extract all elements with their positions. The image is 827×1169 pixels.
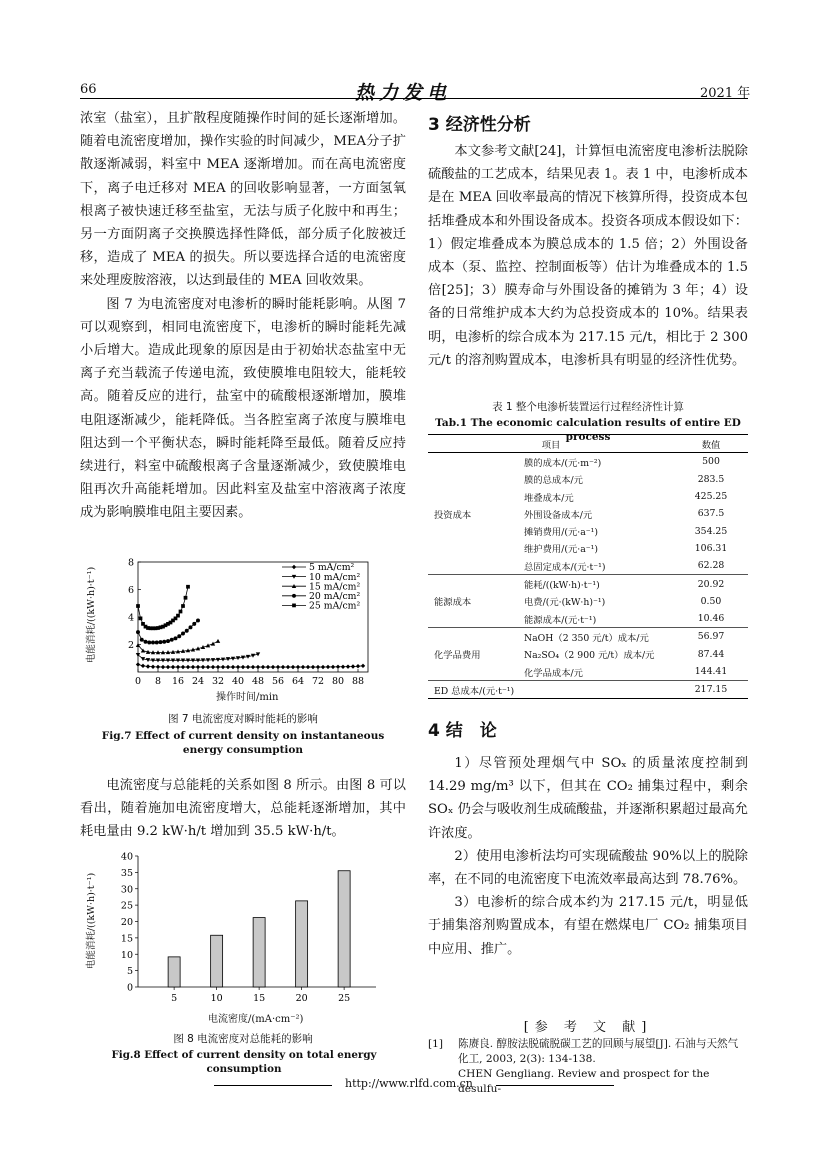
table-cell-item: Na₂SO₄（2 900 元/t）成本/元 bbox=[524, 650, 655, 662]
conclusions bbox=[428, 752, 748, 961]
figure-8-chart bbox=[80, 848, 410, 1023]
table-cell-value: 425.25 bbox=[694, 491, 728, 503]
table1-title-cn: 表 1 整个电渗析装置运行过程经济性计算 bbox=[492, 401, 684, 413]
right-paragraph-1: 本文参考文献[24]，计算恒电流密度电渗析法脱除硫酸盐的工艺成本，结果见表 1。表 1 中，电渗析成本是在 MEA 回收率最高的情况下核算所得，投资成本包括堆叠成本和外围设备成本。投资各项成本假设如下：1）假定堆叠成本为膜总成本的 1.5 倍；2）外围设备成本（泵、监控、控制面板等）估计为堆叠成本的 1.5 倍[25]；3）膜寿命与外围设备的摊销为 3 年；4）设备的日常维护成本大约为总投资成本的 10%。结果表明，电渗析的综合成本为 217.15 元/t，相比于 2 300 元/t 的溶剂购置成本，电渗析具有明显的经济性优势。 bbox=[428, 144, 748, 368]
fig8-y-tick-label: 20 bbox=[120, 917, 133, 928]
fig7-point bbox=[181, 665, 185, 669]
fig7-y-tick-label: 4 bbox=[127, 612, 134, 624]
fig7-point bbox=[291, 665, 295, 669]
table-cell-value: 62.28 bbox=[697, 560, 725, 572]
fig7-point bbox=[216, 639, 220, 643]
fig8-x-tick-label: 5 bbox=[171, 993, 178, 1004]
fig7-point bbox=[146, 664, 150, 668]
left-column bbox=[80, 107, 406, 525]
fig7-point bbox=[147, 640, 151, 644]
table-group-chem: 化学品费用 bbox=[434, 650, 481, 662]
fig7-point bbox=[196, 618, 200, 622]
year: 2021 年 bbox=[700, 86, 751, 101]
fig7-point bbox=[181, 632, 185, 636]
table-cell-value: 283.5 bbox=[697, 473, 725, 485]
fig8-bar bbox=[338, 871, 350, 987]
table-cell-item: 摊销费用/(元·a⁻¹) bbox=[524, 527, 599, 539]
fig7-point bbox=[185, 629, 189, 633]
fig7-point bbox=[177, 634, 181, 638]
fig8-bar bbox=[211, 935, 223, 987]
table-cell-item: 外围设备成本/元 bbox=[524, 509, 593, 521]
fig7-legend-item bbox=[282, 601, 360, 612]
fig7-y-tick-label: 6 bbox=[127, 585, 134, 596]
fig8-y-tick-label: 40 bbox=[120, 851, 133, 863]
fig7-point bbox=[139, 617, 143, 621]
fig7-point bbox=[140, 638, 144, 642]
fig8-x-tick-label: 25 bbox=[338, 993, 351, 1004]
fig7-x-tick-label: 80 bbox=[331, 676, 345, 687]
fig8-ylabel: 电能消耗/((kW·h)·t⁻¹) bbox=[86, 872, 97, 970]
fig7-point bbox=[156, 665, 160, 669]
fig7-point bbox=[216, 665, 220, 669]
fig8-x-tick-label: 20 bbox=[295, 993, 308, 1004]
fig8-y-tick-label: 35 bbox=[120, 867, 133, 879]
fig7-point bbox=[281, 665, 285, 669]
fig7-x-tick-label: 0 bbox=[134, 676, 142, 687]
left-paragraph-2: 图 7 为电流密度对电渗析的瞬时能耗影响。从图 7 可以观察到，相同电流密度下，电渗析的瞬时能耗先减小后增大。造成此现象的原因是由于初始状态盐室中无离子充当载流子传递电流，致使膜堆电阻较大，能耗较高。随着反应的进行，盐室中的硫酸根逐渐增加，膜堆电阻逐渐减少，能耗降低。当各腔室离子浓度与膜堆电阻达到一个平衡状态，瞬时能耗降至最低。随着反应持续进行，料室中硫酸根离子含量逐渐减少，致使膜堆电阻再次升高能耗增加。因此料室及盐室中溶液离子浓度成为影响膜堆电阻主要因素。 bbox=[80, 296, 406, 521]
fig7-legend-label: 15 mA/cm² bbox=[309, 581, 361, 593]
fig8-caption-cn: 图 8 电流密度对总能耗的影响 bbox=[173, 1033, 313, 1045]
table-cell-item: 总固定成本/(元·t⁻¹) bbox=[524, 561, 606, 573]
fig7-point bbox=[231, 665, 235, 669]
table-cell-item: 化学品成本/元 bbox=[524, 667, 583, 679]
table-cell-value: 106.31 bbox=[694, 542, 728, 554]
table-total-value: 217.15 bbox=[694, 684, 728, 696]
fig7-point bbox=[356, 664, 360, 668]
fig8-x-tick-label: 15 bbox=[253, 993, 266, 1004]
fig7-point bbox=[166, 639, 170, 643]
fig7-point bbox=[151, 665, 155, 669]
fig7-point bbox=[311, 665, 315, 669]
fig7-point bbox=[196, 665, 200, 669]
fig7-point bbox=[321, 665, 325, 669]
table-1 bbox=[428, 434, 748, 699]
fig7-series bbox=[136, 585, 190, 630]
left-paragraph-1: 浓室（盐室），且扩散程度随操作时间的延长逐渐增加。随着电流密度增加，操作实验的时间减少，MEA分子扩散逐渐减弱，料室中 MEA 逐渐增加。而在高电流密度下，离子电迁移对 MEA 的回收影响显著，一方面氢氧根离子被快速迁移至盐室，无法与质子化胺中和再生；另一方面阴离子交换膜选择性降低，部分质子化胺被迁移，造成了 MEA 的损失。所以要选择合适的电流密度来处理废胺溶液，以达到最佳的 MEA 回收效果。 bbox=[80, 111, 406, 289]
fig7-caption-en: Fig.7 Effect of current density on instantaneous energy consumption bbox=[101, 730, 385, 756]
fig8-y-tick-label: 30 bbox=[120, 884, 133, 896]
fig7-point bbox=[151, 640, 155, 644]
fig7-x-tick-label: 40 bbox=[231, 676, 245, 687]
fig8-caption-en: Fig.8 Effect of current density on total energy consumption bbox=[111, 1049, 377, 1075]
fig8-x-tick-label: 10 bbox=[210, 993, 223, 1004]
header-rule bbox=[80, 98, 748, 99]
fig7-point bbox=[136, 630, 140, 634]
fig8-bar bbox=[168, 957, 180, 987]
table-cell-value: 0.50 bbox=[700, 595, 722, 607]
fig7-x-tick-label: 16 bbox=[171, 676, 185, 687]
fig7-x-tick-label: 88 bbox=[351, 676, 365, 687]
reference-1-en: CHEN Gengliang. Review and prospect for the desulfu- bbox=[458, 1068, 710, 1095]
reference-1-number: [1] bbox=[428, 1038, 444, 1050]
fig8-plot bbox=[121, 852, 376, 1005]
fig7-point bbox=[191, 665, 195, 669]
table-head-item: 项目 bbox=[541, 439, 561, 451]
fig7-plot bbox=[128, 558, 368, 688]
table-cell-item: 膜的总成本/元 bbox=[524, 475, 583, 487]
fig7-point bbox=[171, 665, 175, 669]
fig7-point bbox=[181, 604, 185, 608]
fig8-bar bbox=[296, 901, 308, 987]
table-head-value: 数值 bbox=[701, 439, 721, 451]
fig8-y-tick-label: 0 bbox=[126, 982, 133, 994]
fig7-legend-label: 20 mA/cm² bbox=[309, 591, 361, 602]
section-4-title: 4 结 论 bbox=[428, 721, 497, 741]
table-cell-value: 144.41 bbox=[694, 666, 728, 677]
fig7-point bbox=[136, 662, 140, 666]
table-cell-item: NaOH（2 350 元/t）成本/元 bbox=[524, 632, 649, 644]
fig7-point bbox=[241, 665, 245, 669]
conclusion-1: 1）尽管预处理烟气中 SOₓ 的质量浓度控制到 14.29 mg/m³ 以下，但其在 CO₂ 捕集过程中，剩余 SOₓ 仍会与吸收剂生成硫酸盐，并逐渐积累超过最高允许浓度。 bbox=[428, 756, 748, 841]
fig7-series-line bbox=[138, 587, 188, 629]
fig7-point bbox=[336, 665, 340, 669]
fig7-point bbox=[266, 665, 270, 669]
conclusion-3: 3）电渗析的综合成本约为 217.15 元/t，明显低于捕集溶剂购置成本，有望在燃煤电厂 CO₂ 捕集项目中应用、推广。 bbox=[428, 895, 748, 957]
fig7-point bbox=[292, 594, 296, 598]
journal-title: 热力发电 bbox=[355, 82, 452, 104]
fig7-point bbox=[341, 665, 345, 669]
fig7-point bbox=[201, 665, 205, 669]
table-cell-item: 膜的成本/(元·m⁻²) bbox=[524, 457, 602, 469]
section-3-title: 3 经济性分析 bbox=[428, 115, 531, 135]
fig7-point bbox=[174, 636, 178, 640]
fig7-point bbox=[166, 665, 170, 669]
fig7-x-tick-label: 48 bbox=[251, 676, 265, 687]
fig7-point bbox=[301, 665, 305, 669]
fig7-point bbox=[326, 665, 330, 669]
fig7-point bbox=[161, 665, 165, 669]
conclusion-2: 2）使用电渗析法均可实现硫酸盐 90%以上的脱除率，在不同的电流密度下电流效率最高达到 78.76%。 bbox=[428, 848, 748, 888]
fig7-point bbox=[226, 665, 230, 669]
fig7-x-tick-label: 8 bbox=[154, 676, 162, 687]
table1-title-en: Tab.1 The economic calculation results of entire ED process bbox=[435, 417, 741, 443]
fig8-y-tick-label: 10 bbox=[120, 949, 133, 961]
references-title: [参 考 文 献] bbox=[523, 1020, 653, 1035]
fig7-point bbox=[186, 665, 190, 669]
table-cell-value: 354.25 bbox=[694, 525, 728, 537]
figure-7-chart bbox=[80, 550, 410, 690]
fig7-point bbox=[292, 565, 296, 569]
table-cell-value: 56.97 bbox=[697, 631, 725, 643]
fig7-point bbox=[176, 614, 180, 618]
fig7-point bbox=[292, 604, 296, 608]
fig7-point bbox=[346, 664, 350, 668]
fig7-point bbox=[159, 640, 163, 644]
fig8-xlabel: 电流密度/(mA·cm⁻²) bbox=[208, 1014, 304, 1025]
fig7-caption-cn: 图 7 电流密度对瞬时能耗的影响 bbox=[168, 713, 318, 725]
fig7-point bbox=[206, 665, 210, 669]
fig7-legend-label: 25 mA/cm² bbox=[309, 600, 361, 612]
footer-rule-right bbox=[496, 1085, 614, 1086]
fig7-point bbox=[271, 665, 275, 669]
fig7-point bbox=[144, 640, 148, 644]
fig7-y-tick-label: 8 bbox=[127, 557, 134, 569]
fig7-point bbox=[170, 638, 174, 642]
fig7-legend-label: 10 mA/cm² bbox=[309, 571, 361, 583]
fig7-point bbox=[361, 664, 365, 668]
fig7-point bbox=[186, 585, 190, 589]
fig8-y-tick-label: 5 bbox=[126, 966, 133, 978]
reference-1-cn: 陈赓良. 醇胺法脱硫脱碳工艺的回顾与展望[J]. 石油与天然气化工, 2003, 2(3): 134-138. bbox=[458, 1038, 739, 1065]
fig7-point bbox=[276, 665, 280, 669]
table-cell-item: 电费/(元·(kW·h)⁻¹) bbox=[524, 597, 606, 609]
fig7-legend-label: 5 mA/cm² bbox=[309, 562, 355, 574]
fig8-bar bbox=[253, 918, 265, 987]
fig7-point bbox=[351, 664, 355, 668]
table-cell-item: 能源成本/(元·t⁻¹) bbox=[524, 614, 597, 626]
table-cell-value: 87.44 bbox=[697, 648, 725, 660]
fig7-point bbox=[261, 665, 265, 669]
fig8-y-tick-label: 25 bbox=[120, 900, 133, 912]
fig7-x-tick-label: 56 bbox=[271, 676, 285, 687]
fig7-point bbox=[306, 665, 310, 669]
fig7-ylabel: 电能消耗/((kW·h)·t⁻¹) bbox=[86, 566, 97, 664]
fig7-point bbox=[236, 665, 240, 669]
fig7-point bbox=[162, 640, 166, 644]
fig7-x-tick-label: 24 bbox=[191, 676, 205, 687]
fig8-y-tick-label: 15 bbox=[120, 933, 133, 945]
fig7-xlabel: 操作时间/min bbox=[216, 692, 279, 703]
fig7-point bbox=[184, 596, 188, 600]
fig7-x-tick-label: 32 bbox=[211, 676, 225, 687]
table-cell-item: 能耗/((kW·h)·t⁻¹) bbox=[524, 580, 600, 592]
fig7-point bbox=[192, 622, 196, 626]
fig7-series bbox=[136, 662, 365, 669]
table-cell-item: 堆叠成本/元 bbox=[524, 492, 574, 504]
fig7-point bbox=[296, 665, 300, 669]
left-paragraph-3: 电流密度与总能耗的关系如图 8 所示。由图 8 可以看出，随着施加电流密度增大，总能耗逐渐增加，其中耗电量由 9.2 kW·h/t 增加到 35.5 kW·h/t。 bbox=[80, 778, 406, 840]
fig7-point bbox=[316, 665, 320, 669]
fig7-point bbox=[211, 665, 215, 669]
fig7-point bbox=[221, 665, 225, 669]
table-cell-value: 637.5 bbox=[697, 508, 725, 520]
fig7-point bbox=[179, 610, 183, 614]
table-cell-value: 500 bbox=[702, 456, 720, 468]
table-group-energy: 能源成本 bbox=[434, 597, 472, 609]
fig7-point bbox=[136, 604, 140, 608]
table-total-label: ED 总成本/(元·t⁻¹) bbox=[434, 685, 515, 697]
fig7-point bbox=[251, 665, 255, 669]
fig7-point bbox=[331, 665, 335, 669]
table-cell-value: 20.92 bbox=[697, 578, 725, 590]
fig7-y-tick-label: 2 bbox=[127, 640, 134, 651]
footer-rule-left bbox=[214, 1085, 332, 1086]
table-cell-value: 10.46 bbox=[697, 613, 725, 625]
table-group-invest: 投资成本 bbox=[434, 509, 472, 521]
fig7-point bbox=[189, 625, 193, 629]
fig7-point bbox=[246, 665, 250, 669]
fig7-x-tick-label: 72 bbox=[311, 676, 325, 687]
fig7-point bbox=[141, 664, 145, 668]
page-number: 66 bbox=[80, 82, 97, 97]
footer-url[interactable]: http://www.rlfd.com.cn bbox=[345, 1077, 473, 1090]
table-cell-item: 维护费用/(元·a⁻¹) bbox=[524, 544, 599, 556]
fig7-x-tick-label: 64 bbox=[291, 676, 305, 687]
fig7-point bbox=[136, 643, 140, 647]
fig7-point bbox=[256, 665, 260, 669]
fig7-point bbox=[211, 642, 215, 646]
fig7-point bbox=[286, 665, 290, 669]
fig7-point bbox=[176, 665, 180, 669]
right-column bbox=[428, 140, 748, 372]
fig7-point bbox=[155, 640, 159, 644]
